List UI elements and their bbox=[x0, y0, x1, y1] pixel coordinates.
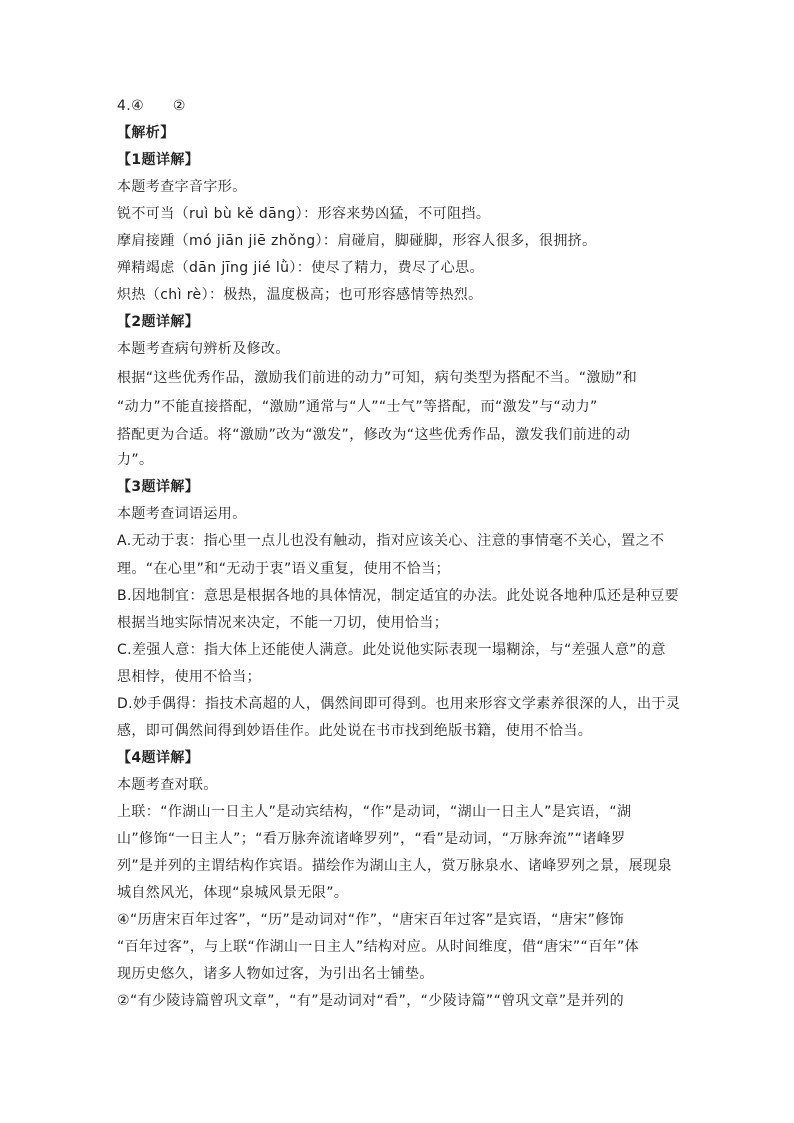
text-line: “动力”不能直接搭配，“激励”通常与“人”“士气”等搭配，而“激发”与“动力” bbox=[117, 399, 598, 415]
q2-heading: 【2题详解】 bbox=[117, 314, 200, 330]
text-line: 根据“这些优秀作品，激励我们前进的动力”可知，病句类型为搭配不当。“激励”和 bbox=[117, 370, 638, 386]
text-line: C.差强人意：指大体上还能使人满意。此处说他实际表现一塌糊涂，与“差强人意”的意 bbox=[117, 642, 666, 658]
text-line: 本题考查词语运用。 bbox=[117, 506, 247, 522]
text-line: 根据当地实际情况来决定，不能一刀切，使用恰当； bbox=[117, 615, 449, 631]
text-line: 本题考查病句辨析及修改。 bbox=[117, 341, 290, 357]
text-line: 列”是并列的主谓结构作宾语。描绘作为湖山主人，赏万脉泉水、诸峰罗列之景，展现泉 bbox=[117, 858, 672, 874]
text-line: A.无动于衷：指心里一点儿也没有触动，指对应该关心、注意的事情毫不关心，置之不 bbox=[117, 533, 665, 549]
text-line: 山”修饰“一日主人”；“看万脉奔流诸峰罗列”，“看”是动词，“万脉奔流”“诸峰罗 bbox=[117, 831, 626, 847]
text-line: ②“有少陵诗篇曾巩文章”，“有”是动词对“看”，“少陵诗篇”“曾巩文章”是并列的 bbox=[117, 993, 625, 1009]
text-line: 本题考查字音字形。 bbox=[117, 179, 247, 195]
text-line: 炽热（chì rè）：极热，温度极高；也可形容感情等热烈。 bbox=[117, 287, 483, 303]
text-line: ④“历唐宋百年过客”，“历”是动词对“作”，“唐宋百年过客”是宾语，“唐宋”修饰 bbox=[117, 912, 625, 928]
text-line: 锐不可当（ruì bù kě dāng）：形容来势凶猛，不可阻挡。 bbox=[117, 206, 491, 222]
text-line: 本题考查对联。 bbox=[117, 777, 218, 793]
q3-heading: 【3题详解】 bbox=[117, 479, 200, 495]
text-line: 摩肩接踵（mó jiān jiē zhǒng）：肩碰肩，脚碰脚，形容人很多，很拥挤。 bbox=[117, 233, 597, 249]
text-line: “百年过客”，与上联“作湖山一日主人”结构对应。从时间维度，借“唐宋”“百年”体 bbox=[117, 939, 640, 955]
analysis-heading: 【解析】 bbox=[117, 125, 175, 141]
q1-heading: 【1题详解】 bbox=[117, 152, 200, 168]
text-line: 殚精竭虑（dān jīng jié lǜ）：使尽了精力，费尽了心思。 bbox=[117, 260, 484, 276]
text-line: 上联：“作湖山一日主人”是动宾结构，“作”是动词，“湖山一日主人”是宾语，“湖 bbox=[117, 804, 632, 820]
text-line: D.妙手偶得：指技术高超的人，偶然间即可得到。也用来形容文学素养很深的人，出于灵 bbox=[117, 696, 681, 712]
text-line: 感，即可偶然间得到妙语佳作。此处说在书市找到绝版书籍，使用不恰当。 bbox=[117, 723, 593, 739]
answer-line: 4.④ ② bbox=[117, 98, 186, 114]
text-line: B.因地制宜：意思是根据各地的具体情况，制定适宜的办法。此处说各地种瓜还是种豆要 bbox=[117, 588, 680, 604]
q4-heading: 【4题详解】 bbox=[117, 750, 200, 766]
text-line: 理。“在心里”和“无动于衷”语义重复，使用不恰当； bbox=[117, 561, 451, 577]
text-line: 思相悖，使用不恰当； bbox=[117, 669, 261, 685]
text-line: 搭配更为合适。将“激励”改为“激发”，修改为“这些优秀作品，激发我们前进的动 bbox=[117, 427, 631, 443]
text-line: 现历史悠久，诸多人物如过客，为引出名士铺垫。 bbox=[117, 966, 434, 982]
text-line: 城自然风光，体现“泉城风景无限”。 bbox=[117, 885, 349, 901]
text-line: 力”。 bbox=[117, 452, 154, 468]
